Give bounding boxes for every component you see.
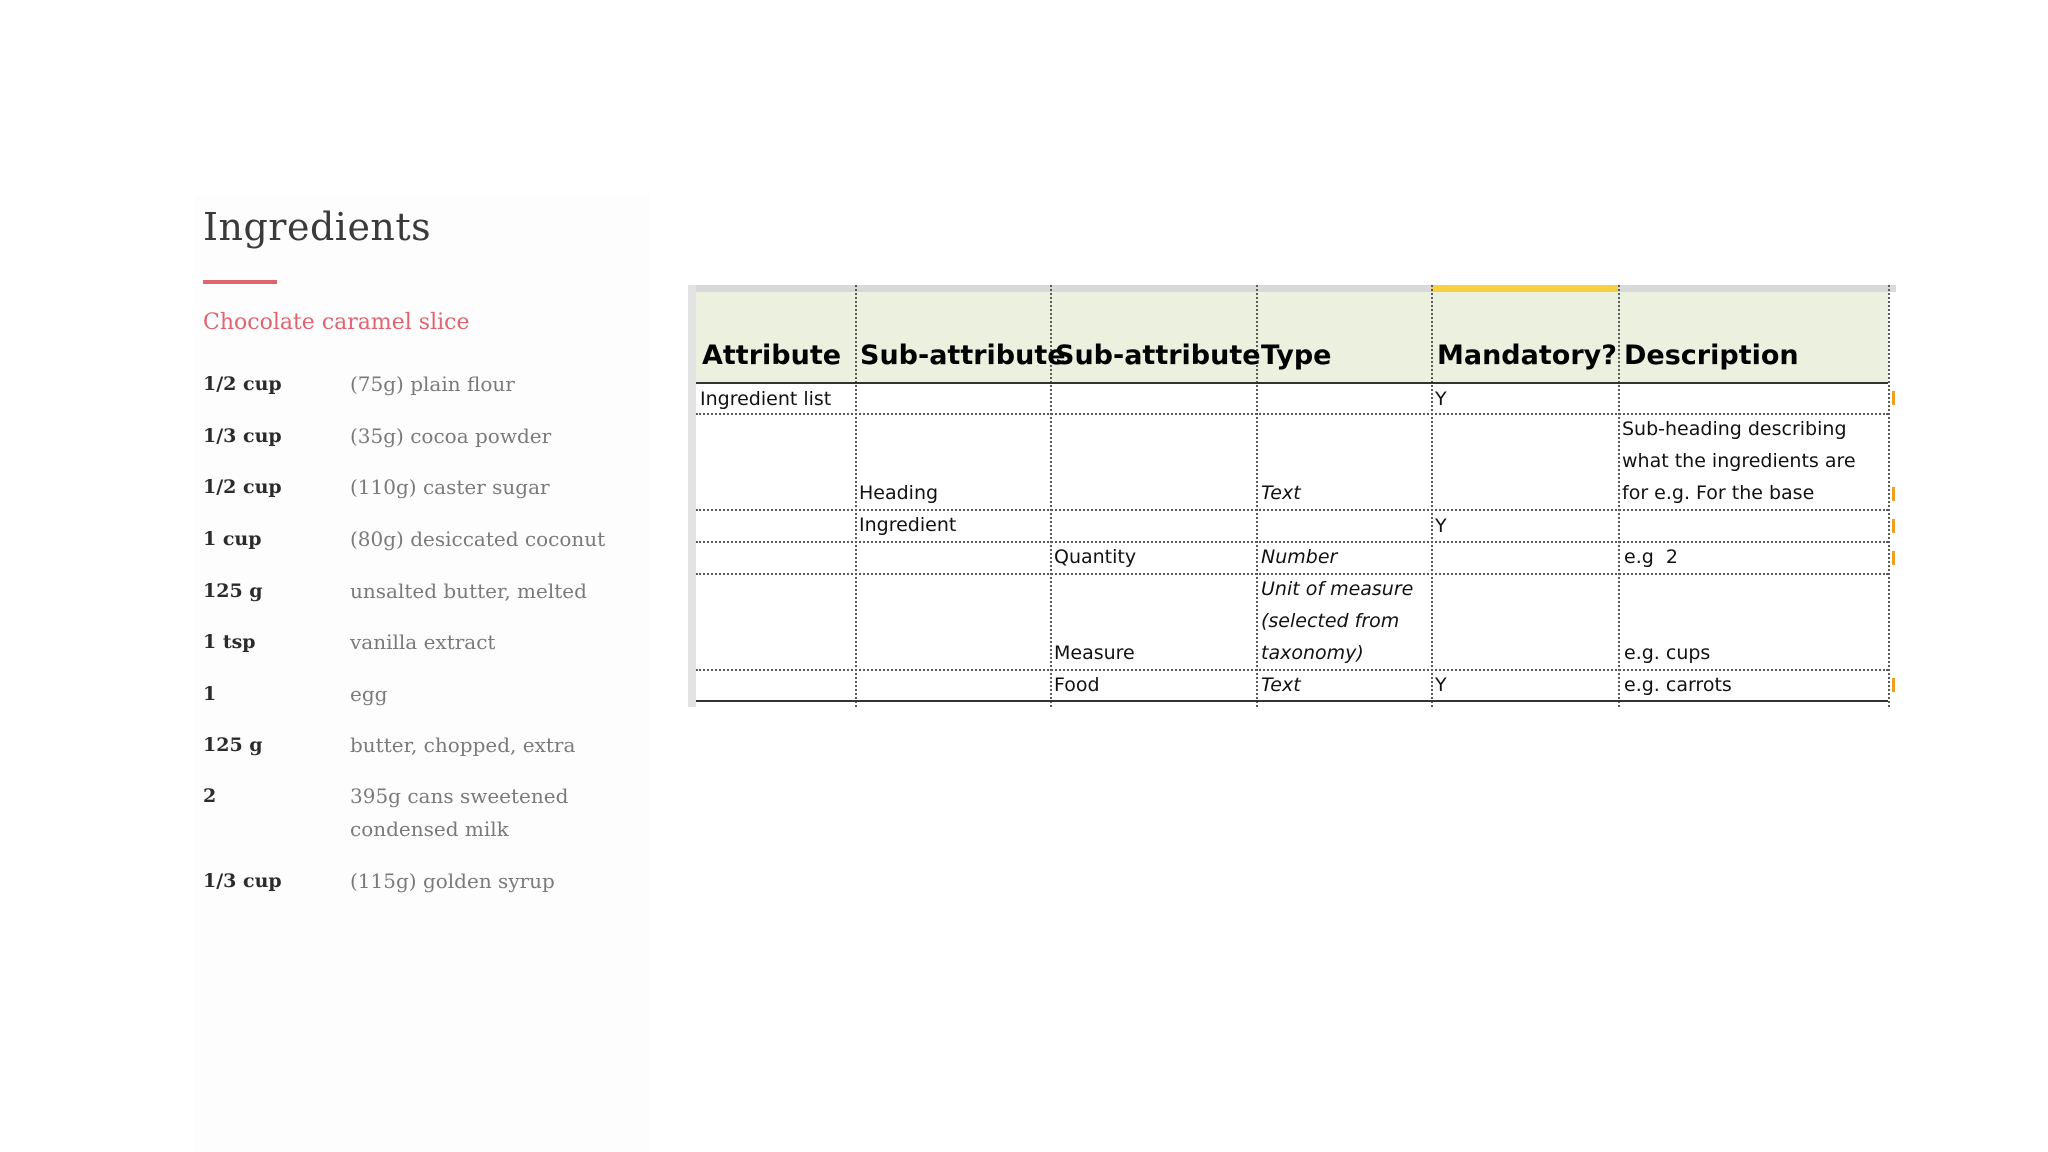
ingredient-quantity: 1/2 cup (203, 476, 282, 498)
cell-overflow-marker (1892, 519, 1895, 533)
cell-overflow-marker (1892, 391, 1895, 405)
cell-mandatory: Y (1435, 388, 1447, 410)
ingredient-quantity: 1 tsp (203, 631, 256, 653)
ingredient-quantity: 2 (203, 785, 217, 807)
recipe-panel (195, 195, 650, 1152)
grid-line (855, 285, 857, 707)
ingredient-description: vanilla extract (350, 630, 496, 654)
cell-description: Sub-heading describing what the ingredients are for e.g. For the base (1622, 418, 1856, 504)
cell-type: Text (1261, 482, 1301, 504)
cell-description: e.g. carrots (1624, 674, 1732, 696)
cell-description: e.g. cups (1624, 642, 1711, 664)
header-description: Description (1624, 340, 1799, 371)
cell-sub-attribute: Ingredient (859, 514, 957, 536)
spreadsheet-table (688, 285, 1896, 707)
ingredient-quantity: 125 g (203, 734, 263, 756)
grid-line (696, 382, 1888, 384)
cell-mandatory: Y (1435, 515, 1447, 537)
grid-line (1888, 285, 1890, 707)
ingredient-quantity: 1/2 cup (203, 373, 282, 395)
cell-overflow-marker (1892, 487, 1895, 501)
ingredient-description: egg (350, 682, 388, 706)
cell-description: e.g 2 (1624, 546, 1678, 568)
ingredient-quantity: 1 (203, 683, 217, 705)
cell-sub-attribute: Heading (859, 482, 939, 504)
column-header-bar (688, 285, 1896, 292)
ingredient-quantity: 1/3 cup (203, 425, 282, 447)
header-type: Type (1261, 340, 1332, 371)
grid-line (1431, 285, 1433, 707)
cell-mandatory: Y (1435, 674, 1447, 696)
heading-underline (203, 280, 277, 284)
ingredient-quantity: 1 cup (203, 528, 262, 550)
ingredient-description: 395g cans sweetened condensed milk (350, 784, 569, 841)
header-mandatory: Mandatory? (1437, 340, 1617, 371)
cell-attribute: Ingredient list (700, 388, 832, 410)
header-sub-attribute: Sub-attribute (1055, 340, 1261, 371)
recipe-name: Chocolate caramel slice (203, 310, 470, 335)
recipe-heading: Ingredients (203, 205, 432, 249)
ingredient-quantity: 125 g (203, 580, 263, 602)
cell-type: Unit of measure (selected from taxonomy) (1261, 578, 1414, 664)
ingredient-description: (35g) cocoa powder (350, 424, 552, 448)
ingredient-description: unsalted butter, melted (350, 579, 587, 603)
cell-type: Text (1261, 674, 1301, 696)
ingredient-quantity: 1/3 cup (203, 870, 282, 892)
selected-column-indicator (1431, 285, 1618, 292)
cell-overflow-marker (1892, 678, 1895, 692)
grid-line (1618, 285, 1620, 707)
cell-sub-attribute: Quantity (1054, 546, 1137, 568)
cell-type: Number (1261, 546, 1338, 568)
cell-sub-attribute: Measure (1054, 642, 1135, 664)
cell-sub-attribute: Food (1054, 674, 1100, 696)
row-header-bar (688, 285, 696, 707)
ingredient-description: (115g) golden syrup (350, 869, 555, 893)
ingredient-description: (75g) plain flour (350, 372, 515, 396)
header-sub-attribute: Sub-attribute (860, 340, 1066, 371)
header-attribute: Attribute (702, 340, 842, 371)
ingredient-description: (110g) caster sugar (350, 475, 550, 499)
ingredient-description: butter, chopped, extra (350, 733, 576, 757)
ingredient-description: (80g) desiccated coconut (350, 527, 606, 551)
cell-overflow-marker (1892, 551, 1895, 565)
